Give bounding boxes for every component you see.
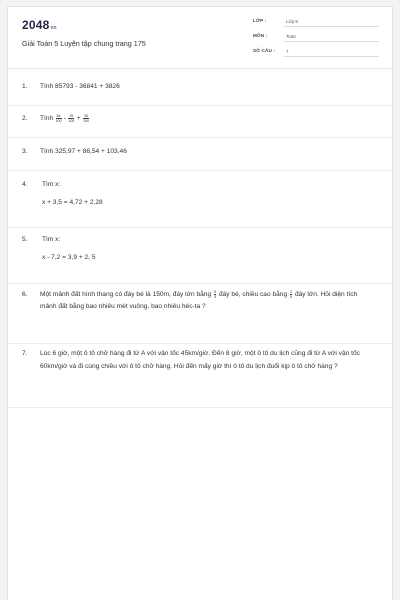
logo-text: 2048 <box>22 18 50 32</box>
question-1 <box>22 81 370 92</box>
meta-subject-value: Toán <box>284 32 379 42</box>
meta-count <box>253 47 379 58</box>
question-7 <box>22 348 370 373</box>
fraction <box>214 290 216 299</box>
operator: + <box>76 115 81 122</box>
fraction-numerator: 84 <box>56 113 61 118</box>
question-text-part: Một mảnh đất hình thang có đáy bé là 150m, đáy lớn bằng <box>40 291 212 298</box>
question-divider <box>8 170 392 171</box>
meta-class-label: LỚP : <box>253 18 267 23</box>
header-divider <box>8 68 392 69</box>
question-6 <box>22 289 370 313</box>
question-number: 7. <box>22 350 28 357</box>
meta-subject-label: MÔN : <box>253 33 268 38</box>
fraction <box>83 114 89 123</box>
fraction <box>290 290 292 299</box>
question-2 <box>22 113 370 124</box>
question-text <box>40 289 370 313</box>
fraction-denominator: 100 <box>82 118 89 123</box>
fraction-denominator: 100 <box>68 118 75 123</box>
operator: - <box>63 115 67 122</box>
question-equation: x + 3,5 = 4,72 + 2,28 <box>42 199 103 206</box>
question-text-part: đáy lớn. Hỏi diện tích mảnh đất bằng bao nhiêu mét vuông, bao nhiêu héc-ta ? <box>40 291 358 310</box>
question-text: Tính 85793 - 36841 + 3826 <box>40 83 120 90</box>
worksheet <box>7 6 393 600</box>
fraction <box>56 114 62 123</box>
question-text: Lúc 6 giờ, một ô tô chở hàng đi từ A với vận tốc 45km/giờ. Đến 8 giờ, một ô tô du lịch cũng đi từ A với vận tốc 60km/giờ và đi cùng chiều với ô tô chở hàng. Hỏi đến mấy giờ thì ô tô du lịch đuổi kịp ô tô chở hàng ? <box>40 350 360 370</box>
fraction-numerator: 2 <box>289 289 293 294</box>
question-prefix: Tính <box>40 115 54 122</box>
question-divider <box>8 137 392 138</box>
question-number: 2. <box>22 115 28 122</box>
page-title: Giải Toán 5 Luyện tập chung trang 175 <box>22 39 146 48</box>
question-4 <box>22 179 370 208</box>
question-number: 5. <box>22 236 28 243</box>
question-text-part: đáy bé, chiều cao bằng <box>218 291 288 298</box>
question-text: Tìm x: <box>42 181 61 188</box>
fraction-numerator: 30 <box>83 113 88 118</box>
fraction-numerator: 29 <box>69 113 74 118</box>
question-divider <box>8 283 392 284</box>
question-number: 1. <box>22 83 28 90</box>
meta-class <box>253 17 379 28</box>
meta-class-value: Lớp 5 <box>284 17 379 27</box>
meta-subject <box>253 32 379 43</box>
fraction-denominator: 3 <box>213 294 217 299</box>
fraction-denominator: 5 <box>289 294 293 299</box>
meta-count-value: 7 <box>284 47 379 57</box>
question-divider <box>8 227 392 228</box>
question-text: Tính 325,97 + 86,54 + 103,46 <box>40 148 127 155</box>
question-equation: x - 7,2 = 3,9 + 2, 5 <box>42 254 96 261</box>
question-number: 4. <box>22 181 28 188</box>
question-divider <box>8 343 392 344</box>
question-number: 6. <box>22 291 28 298</box>
meta-count-label: SỐ CÂU : <box>253 48 276 53</box>
fraction-numerator: 5 <box>213 289 217 294</box>
question-divider <box>8 105 392 106</box>
question-number: 3. <box>22 148 28 155</box>
question-3 <box>22 146 370 157</box>
fraction-denominator: 100 <box>55 118 62 123</box>
site-logo[interactable] <box>22 18 57 32</box>
question-text: Tìm x: <box>42 236 61 243</box>
question-5 <box>22 234 370 263</box>
question-text <box>40 113 370 124</box>
logo-suffix: vn <box>50 25 57 31</box>
question-divider <box>8 407 392 408</box>
fraction <box>68 114 74 123</box>
